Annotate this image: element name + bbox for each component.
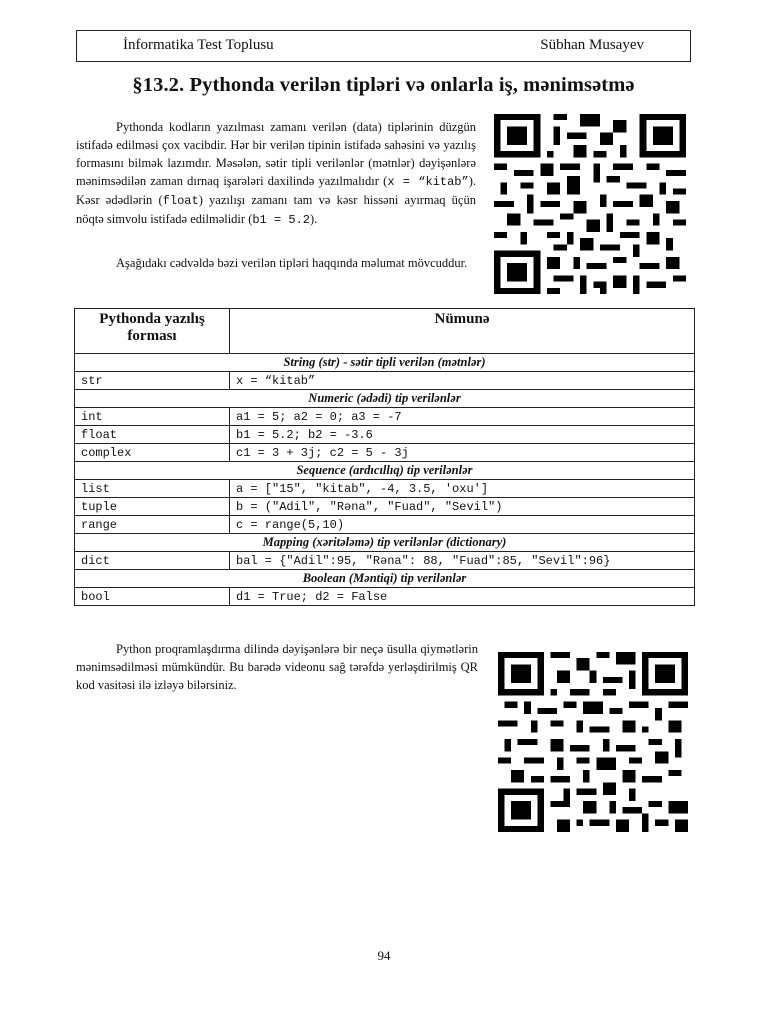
category-string: String (str) - sətir tipli verilən (mətnlər)	[75, 354, 695, 372]
column-header-example: Nümunə	[230, 309, 695, 354]
intro-text-2: ). Kəsr ədədlərin (	[76, 174, 477, 207]
type-cell: list	[75, 480, 230, 498]
book-title: İnformatika Test Toplusu	[123, 37, 274, 53]
intro-paragraph	[76, 118, 476, 229]
category-row	[75, 534, 695, 552]
table-header-row	[75, 309, 695, 354]
type-cell: str	[75, 372, 230, 390]
example-cell: b = ("Adil", "Rəna", "Fuad", "Sevil")	[230, 498, 695, 516]
page-number: 94	[377, 948, 391, 963]
intro-code-2: float	[162, 194, 199, 208]
table-row	[75, 498, 695, 516]
example-cell: c = range(5,10)	[230, 516, 695, 534]
category-boolean: Boolean (Məntiqi) tip verilənlər	[75, 570, 695, 588]
data-types-table	[74, 308, 695, 606]
table-row	[75, 426, 695, 444]
intro-text-1: Pythonda kodların yazılması zamanı verilən (data) tiplərinin düzgün istifadə edilməsi çox vacibdir. Hər bir verilən tipinin istifadə sahəsini və yazılış formasını bilmək lazımdır. Məsələn, sətir tipli verilənlər (mətnlər) dəyişənlərə mənimsədilən zaman dırnaq işarələri daxilində yazılmalıdır (	[76, 120, 476, 188]
type-cell: bool	[75, 588, 230, 606]
category-row	[75, 390, 695, 408]
table-row	[75, 480, 695, 498]
example-cell: b1 = 5.2; b2 = -3.6	[230, 426, 695, 444]
example-cell: c1 = 3 + 3j; c2 = 5 - 3j	[230, 444, 695, 462]
category-row	[75, 570, 695, 588]
table-row	[75, 444, 695, 462]
type-cell: dict	[75, 552, 230, 570]
table-row	[75, 372, 695, 390]
outro-paragraph	[76, 640, 478, 694]
example-cell: d1 = True; d2 = False	[230, 588, 695, 606]
table-row	[75, 552, 695, 570]
intro-code-3: b1 = 5.2	[252, 213, 310, 227]
column-header-type: Pythonda yazılış forması	[75, 309, 230, 354]
example-cell: bal = {"Adil":95, "Rəna": 88, "Fuad":85, "Sevil":96}	[230, 552, 695, 570]
intro-text-4: ).	[309, 212, 318, 226]
category-sequence: Sequence (ardıcıllıq) tip verilənlər	[75, 462, 695, 480]
section-title: §13.2. Pythonda verilən tipləri və onlarla iş, mənimsətmə	[132, 74, 635, 96]
type-cell: int	[75, 408, 230, 426]
category-mapping: Mapping (xəritələmə) tip verilənlər (dictionary)	[75, 534, 695, 552]
type-cell: complex	[75, 444, 230, 462]
table-intro-text: Aşağıdakı cədvəldə bəzi verilən tipləri haqqında məlumat mövcuddur.	[116, 256, 468, 270]
table-row	[75, 408, 695, 426]
table-row	[75, 516, 695, 534]
category-row	[75, 354, 695, 372]
intro-text-3: ) yazılışı zamanı tam və kəsr hissəni ayırmaq üçün nöqtə simvolu istifadə edilməlidir (	[76, 193, 476, 226]
author-name: Sübhan Musayev	[540, 37, 644, 53]
type-cell: float	[75, 426, 230, 444]
qr-code-bottom[interactable]	[498, 652, 688, 832]
example-cell: a = ["15", "kitab", -4, 3.5, 'oxu']	[230, 480, 695, 498]
intro-code-1: x = “kitab”	[387, 175, 469, 189]
table-row	[75, 588, 695, 606]
category-row	[75, 462, 695, 480]
table-intro-paragraph	[76, 254, 476, 272]
example-cell: a1 = 5; a2 = 0; a3 = -7	[230, 408, 695, 426]
type-cell: range	[75, 516, 230, 534]
type-cell: tuple	[75, 498, 230, 516]
example-cell: x = “kitab”	[230, 372, 695, 390]
qr-code-top[interactable]	[494, 114, 686, 294]
category-numeric: Numeric (ədədi) tip verilənlər	[75, 390, 695, 408]
outro-text: Python proqramlaşdırma dilində dəyişənlərə bir neçə üsulla qiymətlərin mənimsədilməsi mümkündür. Bu barədə videonu sağ tərəfdə yerləşdirilmiş QR kod vasitəsi ilə izləyə bilərsiniz.	[76, 642, 478, 692]
page-header	[76, 30, 691, 62]
